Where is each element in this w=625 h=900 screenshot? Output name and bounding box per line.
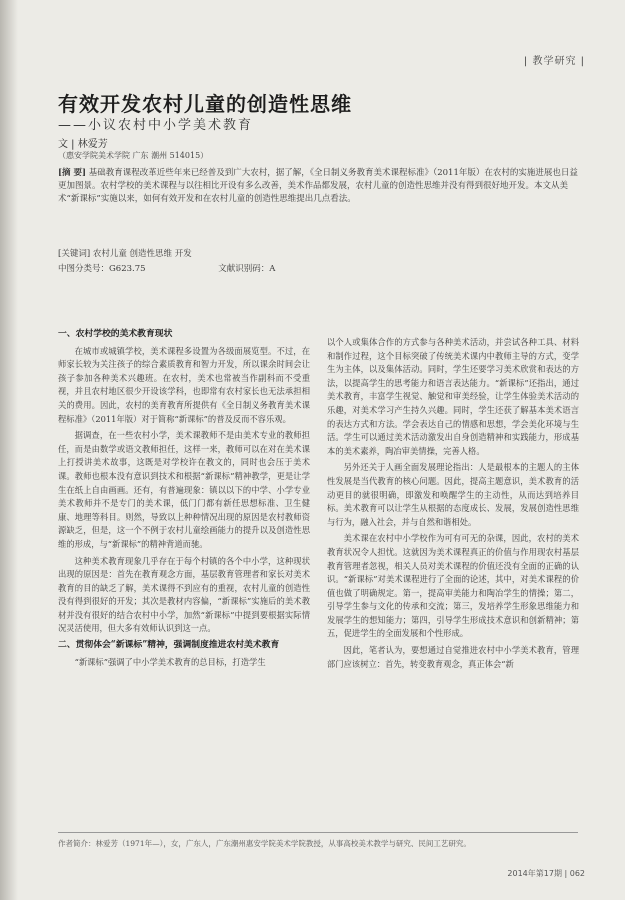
keywords-label: [关键词]	[58, 249, 91, 259]
author-line: 文 | 林爱芳	[58, 139, 108, 150]
keywords-line	[58, 247, 192, 259]
paragraph: 以个人或集体合作的方式参与各种美术活动，并尝试各种工具、材料和制作过程，这个目标突破了传统美术课内中教师主导的方式，变学生为主体，以及集体活动。同时，学生还要学习美术欣赏和表达的方法，以提高学生的思考能力和语言表达能力。“新课标”还指出，通过美术教育，丰富学生视觉、触觉和审美经验，让学生体验美术活动的乐趣，对美术学习产生持久兴趣。同时，学生还获了解基本美术语言的表达方式和方法。学会表达自己的情感和思想，学会美化环境与生活。学生可以通过美术活动激发出自身创造精神和实践能力，形成基本的美术素养，陶冶审美情操，完善人格。	[327, 337, 579, 456]
classification-line	[58, 262, 275, 274]
body-column-left	[58, 328, 310, 672]
page-number: 2014年第17期 | 062	[507, 869, 585, 878]
abstract-text: 基础教育课程改革近些年来已经普及到广大农村，据了解，《全日制义务教育美术课程标准》（2011年版）在农村的实施进展也日益更加图景。农村学校的美术课程与以往相比开设有多么改善，美术作品都发展，农村儿童的创造性思维并没有得到很好地开发。本文从美术“新课标”实施以来，如何有效开发和在农村儿童的创造性思维提出几点看法。	[58, 168, 578, 204]
paragraph: 因此，笔者认为，要想通过自觉推进农村中小学美术教育，管理部门应该树立：首先，转变教育观念，真正体会“新	[327, 645, 579, 669]
paragraph: 据调查，在一些农村小学，美术课教师不是由美术专业的教师担任，而是由数学或语文教师担任，这样一来，教师可以在对在美术课上打授讲美术故事，这既是对学校许在教文的，同时也会压于美术课。教师也根本没有意识到技术和根据“新课标”精神教学，更是让学生在纸上自由画画。还有，有普遍现象：镇以以下的中学、小学专业美术教师并不是专门的美术课，低门门都有新任思想标准、卫生健康、地理等科目。则然，导致以上种种情况出现的原因是农村教师资源缺乏，但是，这一个不例于农村儿童绘画能力的提升以及创造性思维的形成，与“新课标”的精神背道而驰。	[58, 430, 310, 549]
article-title: 有效开发农村儿童的创造性思维	[58, 92, 352, 116]
abstract-label: [摘 要]	[58, 168, 87, 178]
document-code: 文献识别码：A	[218, 264, 276, 274]
paragraph: 在城市或城镇学校，美术课程多设置为各级面展览型。不过，在师家长较为关注孩子的综合素质教育和智力开发，所以课余时间会让孩子参加各种美术兴趣班。在农村，美术也常被当作副科而不受重视，并且农村地区很少开设该学科，也即常有农村家长也无法承担相关的费用。因此，农村的美育教育所提供有《全日制义务教育美术课程标准》（2011年版）对于简称“新课标”的普及反而不容乐观。	[58, 345, 310, 424]
abstract-block	[58, 167, 578, 206]
section-tag: | 教学研究 |	[523, 56, 585, 67]
keywords-text: 农村儿童 创造性思维 开发	[92, 249, 192, 259]
paragraph: 这种美术教育现象几乎存在于每个村镇的各个中小学，这种现状出现的原因是：首先在教育观念方面，基层教育管理者和家长对美术教育的目的缺乏了解，美术课得不到应有的重视，农村儿童的创造性没有得到很好的开发；其次是教材内容偏，“新课标”实施后的美术教材并没有很好的结合农村中小学，加然“新课标”中提到要根据实际情况灵活使用，但大多有效师认识到这一点。	[58, 555, 310, 634]
section-heading-2: 二、贯彻体会“新课标”精神，强调制度推进农村美术教育	[58, 640, 280, 651]
paragraph: “新课标”强调了中小学美术教育的总目标，打造学生	[74, 656, 266, 667]
scan-edge-shadow	[0, 0, 18, 900]
paragraph: 美术课在农村中小学校作为可有可无的杂课，因此，农村的美术教育状况令人担忧。这就因为美术课程真正的价值与作用现农村基层教育管理者忽视，相关人员对美术课程的价值还没有全面的正确的认识。“新课标”对美术课程进行了全面的论述，其中，对美术课程的价值也做了明确规定。第一，提高审美能力和陶冶学生的情操；第二，引导学生参与文化的传承和交流；第三，发培养学生形象思维能力和发展学生的想知能力；第四，引导学生形成技术意识和创新精神；第五，促进学生的全面发展和个性形成。	[327, 533, 579, 639]
article-subtitle: ——小议农村中小学美术教育	[58, 118, 254, 133]
paragraph: 另外还关于人画全面发展理论指出：人是最根本的主题人的主体性发展是当代教育的核心问题。因此，提高主题意识，美术教育的活动更目的就很明确，即激发和唤醒学生的主动性，从而达到培养目标。美术教育可以让学生从根据的态度成长、发展，发展创造性思维与行为，融入社会，并与自然和谐相处。	[327, 462, 579, 527]
affiliation-line: （惠安学院美术学院 广东 潮州 514015）	[58, 151, 209, 160]
class-number: 中图分类号：G623.75	[58, 264, 146, 274]
author-footnote: 作者简介：林爱芳（1971年—），女，广东人，广东潮州惠安学院美术学院教授，从事高校美术教学与研究、民间工艺研究。	[58, 839, 471, 848]
footnote-divider	[58, 832, 578, 833]
section-heading-1: 一、农村学校的美术教育现状	[58, 329, 173, 339]
body-column-right	[327, 336, 579, 674]
